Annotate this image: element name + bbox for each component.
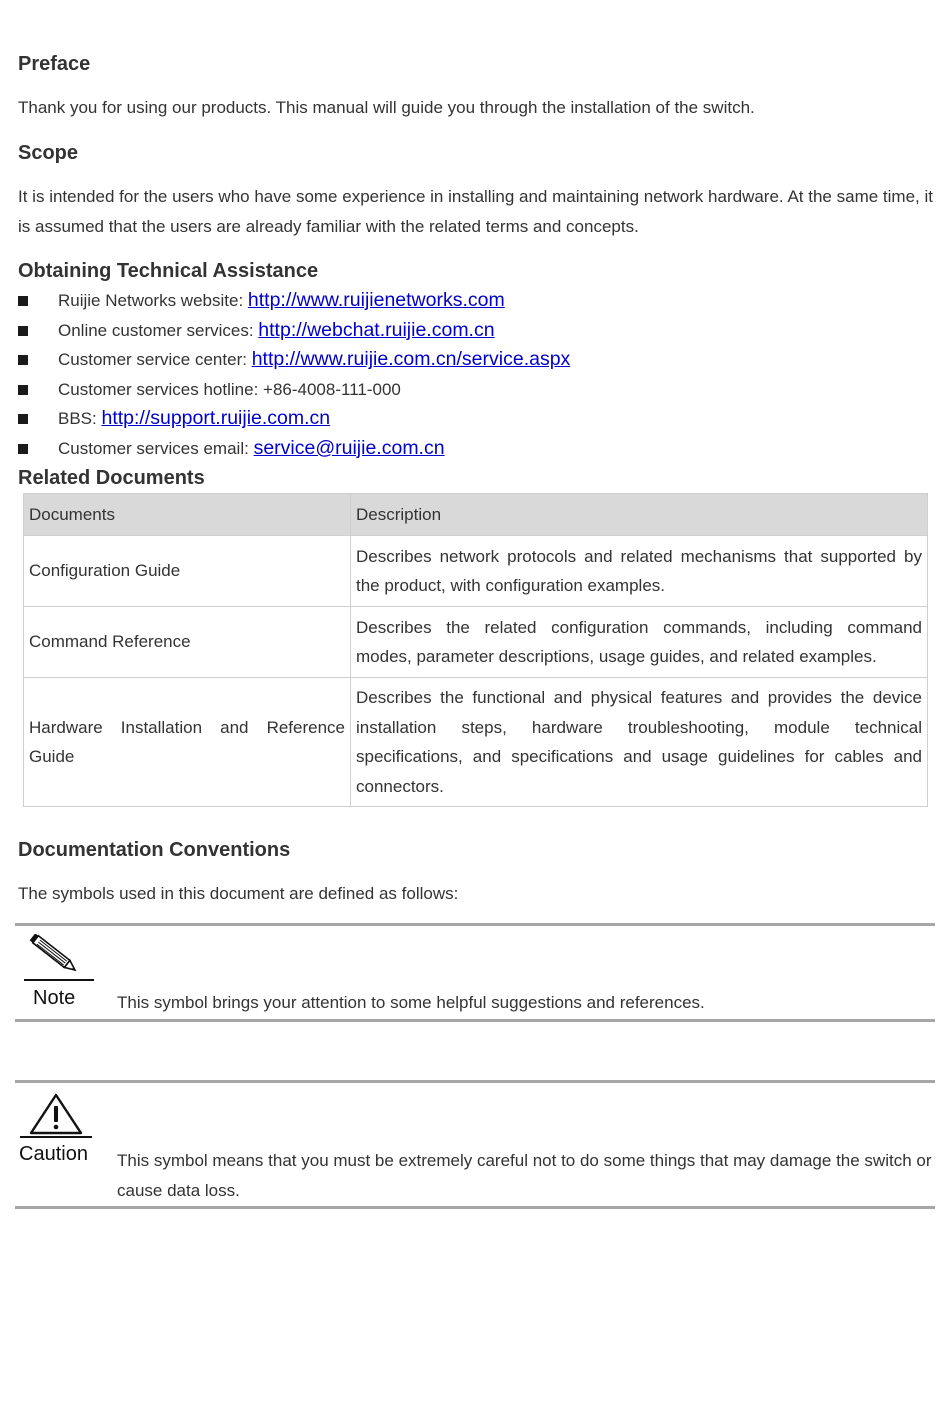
online-services-link[interactable]: http://webchat.ruijie.com.cn — [258, 318, 495, 341]
online-services-label: Online customer services: — [58, 320, 259, 340]
service-center-label: Customer service center: — [58, 350, 252, 370]
note-text: This symbol brings your attention to some helpful suggestions and references. — [117, 993, 705, 1012]
bullet-square-icon — [18, 355, 28, 365]
bullet-square-icon — [18, 326, 28, 336]
assistance-heading: Obtaining Technical Assistance — [18, 260, 319, 282]
table-row — [24, 678, 928, 807]
bullet-square-icon — [18, 414, 28, 424]
preface-heading: Preface — [18, 53, 91, 75]
conventions-heading: Documentation Conventions — [18, 839, 291, 861]
bullet-square-icon — [18, 385, 28, 395]
conventions-intro: The symbols used in this document are defined as follows: — [18, 884, 459, 903]
caution-label: Caution — [19, 1143, 88, 1165]
document-name-cell: Hardware Installation and Reference Guide — [24, 678, 351, 807]
preface-text: Thank you for using our products. This manual will guide you through the installation of the switch. — [18, 98, 755, 117]
scope-text: It is intended for the users who have some experience in installing and maintaining network hardware. At the same time, it is assumed that the users are already familiar with the related terms and concepts. — [18, 187, 933, 236]
service-center-link[interactable]: http://www.ruijie.com.cn/service.aspx — [251, 348, 571, 371]
caution-top-rule — [15, 1080, 935, 1083]
bbs-label: BBS: — [58, 409, 102, 429]
note-label: Note — [33, 987, 76, 1009]
bullet-square-icon — [18, 296, 28, 306]
email-link[interactable]: service@ruijie.com.cn — [253, 436, 445, 459]
document-description-cell: Describes network protocols and related mechanisms that supported by the product, with configuration examples. — [351, 536, 928, 607]
warning-triangle-icon — [18, 1092, 94, 1140]
table-row — [24, 607, 928, 678]
related-documents-heading: Related Documents — [18, 467, 205, 489]
column-header-description: Description — [351, 494, 928, 536]
caution-text: This symbol means that you must be extremely careful not to do some things that may damage the switch or cause data loss. — [117, 1151, 932, 1200]
note-top-rule — [15, 923, 935, 926]
caution-bottom-rule — [15, 1206, 935, 1209]
document-description-cell: Describes the functional and physical features and provides the device installation steps, hardware troubleshooting, module technical specifications, and specifications and usage guidelines for cables and connectors. — [351, 678, 928, 807]
website-label: Ruijie Networks website: — [58, 291, 248, 310]
bullet-square-icon — [18, 444, 28, 454]
note-bottom-rule — [15, 1019, 935, 1022]
document-name-cell: Command Reference — [24, 607, 351, 678]
bbs-link[interactable]: http://support.ruijie.com.cn — [101, 407, 331, 430]
hotline-label: Customer services hotline: +86-4008-111-000 — [58, 379, 401, 399]
email-label: Customer services email: — [58, 438, 254, 458]
table-header-row — [24, 494, 928, 536]
scope-heading: Scope — [18, 142, 79, 164]
table-row — [24, 536, 928, 607]
document-description-cell: Describes the related configuration commands, including command modes, parameter descriptions, usage guides, and related examples. — [351, 607, 928, 678]
related-documents-table — [23, 493, 928, 807]
website-link[interactable]: http://www.ruijienetworks.com — [247, 289, 505, 311]
pencil-icon — [22, 934, 96, 984]
column-header-documents: Documents — [24, 494, 351, 536]
document-name-cell: Configuration Guide — [24, 536, 351, 607]
